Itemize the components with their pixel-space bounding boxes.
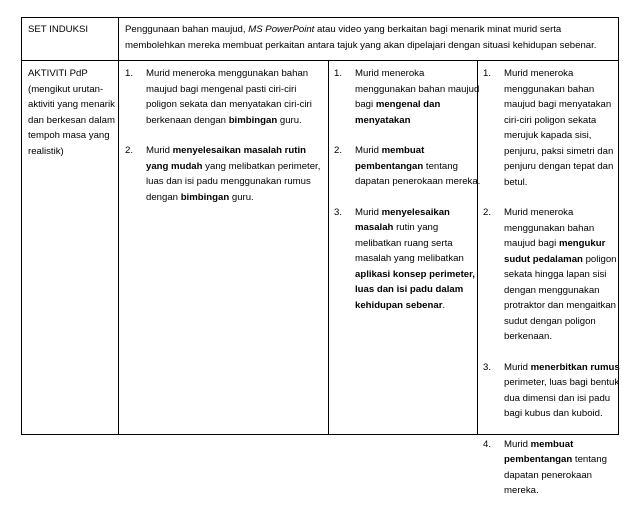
step-text-line <box>504 252 615 268</box>
step-text: dapatan penerokaan <box>504 469 593 481</box>
step-text: Murid meneroka menggunakan bahan <box>146 68 309 79</box>
step-text-bold: menerbitkan rumus <box>530 361 620 373</box>
step-text-line <box>504 97 615 113</box>
set-induksi-description <box>125 22 615 53</box>
step-text-bold: mengenal dan <box>375 99 441 110</box>
aktiviti-label-line: AKTIVITI PdP <box>28 68 88 79</box>
step-text-line <box>504 236 615 252</box>
set-induksi-label: SET INDUKSI <box>28 24 89 35</box>
step-text: betul. <box>504 176 528 188</box>
activity-step <box>125 66 325 128</box>
aktiviti-label-line: aktiviti yang menarik <box>28 99 115 110</box>
step-text: Murid <box>504 361 531 373</box>
step-text-line <box>504 437 615 453</box>
step-text-line <box>504 82 615 98</box>
activities-column-1 <box>125 66 325 220</box>
step-text: bagi kubus dan kuboid. <box>504 408 603 419</box>
step-text-line <box>504 329 615 345</box>
step-number: 1. <box>334 68 343 79</box>
activity-step <box>334 205 474 314</box>
step-text: menggunakan bahan <box>504 222 595 234</box>
step-text: rutin yang <box>393 222 439 233</box>
activity-step <box>334 66 480 128</box>
step-text-line <box>355 298 474 314</box>
set-induksi-line-2: membolehkan mereka membuat perkaitan antara tajuk yang akan dipelajari dengan situasi kehidupan sebenar. <box>125 39 597 51</box>
step-text: berkenaan dengan <box>146 114 229 126</box>
step-text: menggunakan bahan maujud <box>355 83 480 95</box>
step-text-line <box>146 113 325 129</box>
step-text: bagi <box>355 99 376 110</box>
aktiviti-pdp-label <box>28 66 116 159</box>
step-text-line <box>355 205 474 221</box>
aktiviti-label-line: realistik) <box>28 145 64 157</box>
step-text-line <box>355 220 474 236</box>
step-text-bold: menyatakan <box>355 114 411 126</box>
step-text-line <box>504 221 615 237</box>
step-text: Murid <box>504 438 531 450</box>
step-text-line <box>146 97 325 113</box>
step-text: guru. <box>229 191 254 203</box>
step-text-line <box>504 267 615 283</box>
step-text-bold: pembentangan <box>504 454 573 465</box>
row-divider <box>22 60 618 61</box>
step-text: dengan menggunakan <box>504 284 600 296</box>
step-text-bold: masalah <box>355 222 394 233</box>
step-text: perimeter, luas bagi bentuk <box>504 377 620 388</box>
activity-step <box>483 205 615 345</box>
step-text-bold: menyelesaikan <box>381 206 450 218</box>
step-text: dengan <box>146 191 181 203</box>
step-text: Murid meneroka <box>504 207 574 218</box>
set-induksi-text: atau video yang berkaitan bagi menarik minat murid serta <box>314 24 562 35</box>
step-text: melibatkan ruang serta <box>355 237 453 249</box>
step-text-line <box>504 66 615 82</box>
step-text-line <box>355 174 481 190</box>
step-text-line <box>355 267 474 283</box>
step-text: maujud bagi mengenal pasti ciri-ciri <box>146 83 297 95</box>
step-text-line <box>504 283 615 299</box>
step-text-bold: aplikasi konsep perimeter, <box>355 268 475 280</box>
activity-steps-list <box>334 66 481 313</box>
step-text-line <box>504 360 620 376</box>
step-text-line <box>355 143 474 159</box>
step-text-bold: sudut pedalaman <box>504 253 583 265</box>
step-number: 1. <box>125 68 134 79</box>
step-text-line <box>504 298 615 314</box>
step-text-line <box>504 205 615 221</box>
step-text-bold: luas dan isi padu dalam <box>355 284 464 295</box>
activity-steps-list <box>483 66 620 499</box>
step-text-line <box>146 190 325 206</box>
aktiviti-label-line: tempoh masa yang <box>28 130 110 141</box>
set-induksi-text: Penggunaan bahan maujud, <box>125 24 249 35</box>
activity-steps-list <box>125 66 325 205</box>
step-text: Murid <box>355 206 382 218</box>
step-text-line <box>504 452 615 468</box>
step-text: penjuru, paksi simetri dan <box>504 145 614 157</box>
step-text: masalah yang melibatkan <box>355 253 464 264</box>
column-divider <box>328 60 329 434</box>
step-text: Murid meneroka <box>504 68 574 79</box>
step-text: ciri-ciri poligon sekata <box>504 114 597 126</box>
activity-step <box>483 66 615 190</box>
activity-step <box>483 360 620 422</box>
lesson-plan-table <box>21 17 620 496</box>
step-text: maujud bagi <box>504 238 559 249</box>
step-text-line <box>504 406 615 422</box>
step-text-line <box>504 483 615 499</box>
step-text-line <box>504 128 615 144</box>
step-text: luas dan isi padu menggunakan rumus <box>146 176 311 187</box>
step-text-line <box>504 175 615 191</box>
step-text-line <box>355 251 474 267</box>
step-text-line <box>355 282 474 298</box>
step-text-line <box>146 82 325 98</box>
step-text-bold: membuat <box>381 145 425 156</box>
step-text-line <box>504 314 615 330</box>
step-text: yang melibatkan perimeter, <box>202 160 321 172</box>
step-text: sudut dengan poligon <box>504 315 596 327</box>
step-text-line <box>355 113 474 129</box>
step-text-line <box>146 66 325 82</box>
step-text-bold: mengukur <box>558 238 606 249</box>
step-number: 2. <box>125 145 134 156</box>
step-text: tentang <box>572 454 607 465</box>
step-text: . <box>442 299 446 311</box>
column-divider <box>118 18 119 434</box>
step-number: 4. <box>483 438 492 450</box>
step-text: dua dimensi dan isi padu <box>504 392 611 404</box>
activity-step <box>334 143 481 190</box>
step-text-line <box>504 391 615 407</box>
step-text: penjuru dengan tepat dan <box>504 161 614 172</box>
step-text-bold: bimbingan <box>228 114 278 126</box>
step-text: Murid <box>146 145 173 156</box>
aktiviti-label-line: (mengikut urutan- <box>28 83 104 95</box>
step-text-line <box>355 236 474 252</box>
step-text-line <box>355 159 474 175</box>
step-text-line <box>504 113 615 129</box>
step-number: 2. <box>483 207 492 218</box>
step-text: tentang <box>423 160 458 172</box>
step-text: protraktor dan mengaitkan <box>504 300 616 311</box>
step-text-line <box>504 159 615 175</box>
step-text-line <box>355 66 474 82</box>
step-number: 1. <box>483 68 492 79</box>
aktiviti-label-line: dan berkesan dalam <box>28 114 115 126</box>
step-text: maujud bagi menyatakan <box>504 99 612 110</box>
set-induksi-italic-text: MS PowerPoint <box>248 24 315 35</box>
step-text-bold: kehidupan sebenar <box>355 299 443 311</box>
step-text: mereka. <box>504 485 539 496</box>
step-text: poligon sekata dan menyatakan ciri-ciri <box>146 99 312 110</box>
step-text-line <box>504 144 615 160</box>
step-text-line <box>504 375 620 391</box>
step-text-line <box>504 468 615 484</box>
activity-step <box>483 437 615 499</box>
step-text-line <box>146 159 325 175</box>
step-number: 2. <box>334 145 343 156</box>
activities-column-2 <box>334 66 481 328</box>
step-text-line <box>146 174 325 190</box>
step-text: Murid <box>355 145 382 156</box>
step-text-line <box>355 82 480 98</box>
step-text-line <box>355 97 474 113</box>
step-text: guru. <box>277 114 302 126</box>
column-divider <box>477 60 478 434</box>
step-text: poligon <box>582 253 617 265</box>
activity-step <box>125 143 325 205</box>
step-text: Murid meneroka <box>355 68 425 79</box>
step-text-line <box>146 143 325 159</box>
step-text: sekata hingga lapan sisi <box>504 269 607 280</box>
activities-column-3 <box>483 66 620 514</box>
set-induksi-line-1 <box>125 22 615 38</box>
step-text: menggunakan bahan <box>504 83 595 95</box>
step-text-bold: bimbingan <box>180 191 230 203</box>
step-text-bold: yang mudah <box>146 160 203 172</box>
step-number: 3. <box>334 206 343 218</box>
step-text: berkenaan. <box>504 331 553 342</box>
step-number: 3. <box>483 361 492 373</box>
step-text-bold: menyelesaikan masalah rutin <box>172 145 306 156</box>
step-text-bold: membuat <box>530 438 574 450</box>
step-text: dapatan penerokaan mereka. <box>355 176 481 187</box>
step-text: merujuk kapada sisi, <box>504 130 592 141</box>
step-text-bold: pembentangan <box>355 160 424 172</box>
